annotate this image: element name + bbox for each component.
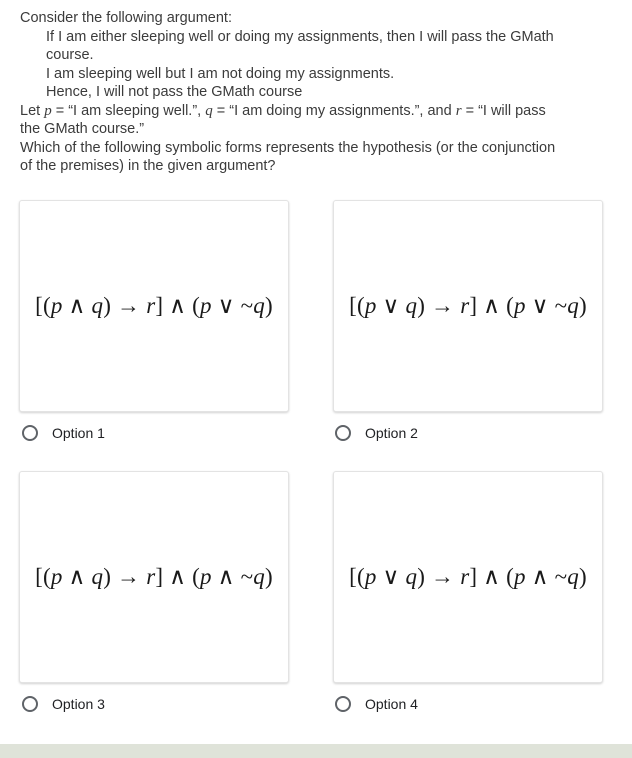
bottom-bar (0, 744, 632, 758)
option-1-radio-row[interactable] (22, 425, 105, 441)
option-4-radio[interactable] (335, 696, 351, 712)
ask-line-1: Which of the following symbolic forms represents the hypothesis (or the conjunction (20, 139, 556, 156)
option-2-label: Option 2 (365, 425, 418, 441)
definitions-line: Let p = “I am sleeping well.”, q = “I am doing my assignments.”, and r = “I will pass (20, 102, 546, 119)
option-1-label: Option 1 (52, 425, 105, 441)
option-3-formula: [(p ∧ q) → r] ∧ (p ∧ ~q) (35, 564, 273, 589)
option-4-formula: [(p ∨ q) → r] ∧ (p ∧ ~q) (349, 564, 587, 589)
option-2-radio-row[interactable] (335, 425, 418, 441)
option-2-radio[interactable] (335, 425, 351, 441)
option-1-formula: [(p ∧ q) → r] ∧ (p ∨ ~q) (35, 293, 273, 318)
question-text (20, 9, 620, 176)
premise-1-line: If I am either sleeping well or doing my assignments, then I will pass the GMath (46, 28, 554, 45)
option-4-label: Option 4 (365, 696, 418, 712)
question-line: Consider the following argument: (20, 10, 232, 26)
option-1-radio[interactable] (22, 425, 38, 441)
option-3-radio[interactable] (22, 696, 38, 712)
option-2-card[interactable] (333, 200, 603, 412)
option-3-radio-row[interactable] (22, 696, 105, 712)
definitions-cont: the GMath course.” (20, 121, 145, 137)
option-4-card[interactable] (333, 471, 603, 683)
option-3-label: Option 3 (52, 696, 105, 712)
premise-2-line: I am sleeping well but I am not doing my assignments. (46, 65, 395, 82)
conclusion-line: Hence, I will not pass the GMath course (46, 84, 303, 100)
option-3-card[interactable] (19, 471, 289, 683)
option-4-radio-row[interactable] (335, 696, 418, 712)
ask-line-2: of the premises) in the given argument? (20, 158, 276, 174)
option-1-card[interactable] (19, 200, 289, 412)
premise-1-cont: course. (46, 47, 94, 63)
option-2-formula: [(p ∨ q) → r] ∧ (p ∨ ~q) (349, 293, 587, 318)
